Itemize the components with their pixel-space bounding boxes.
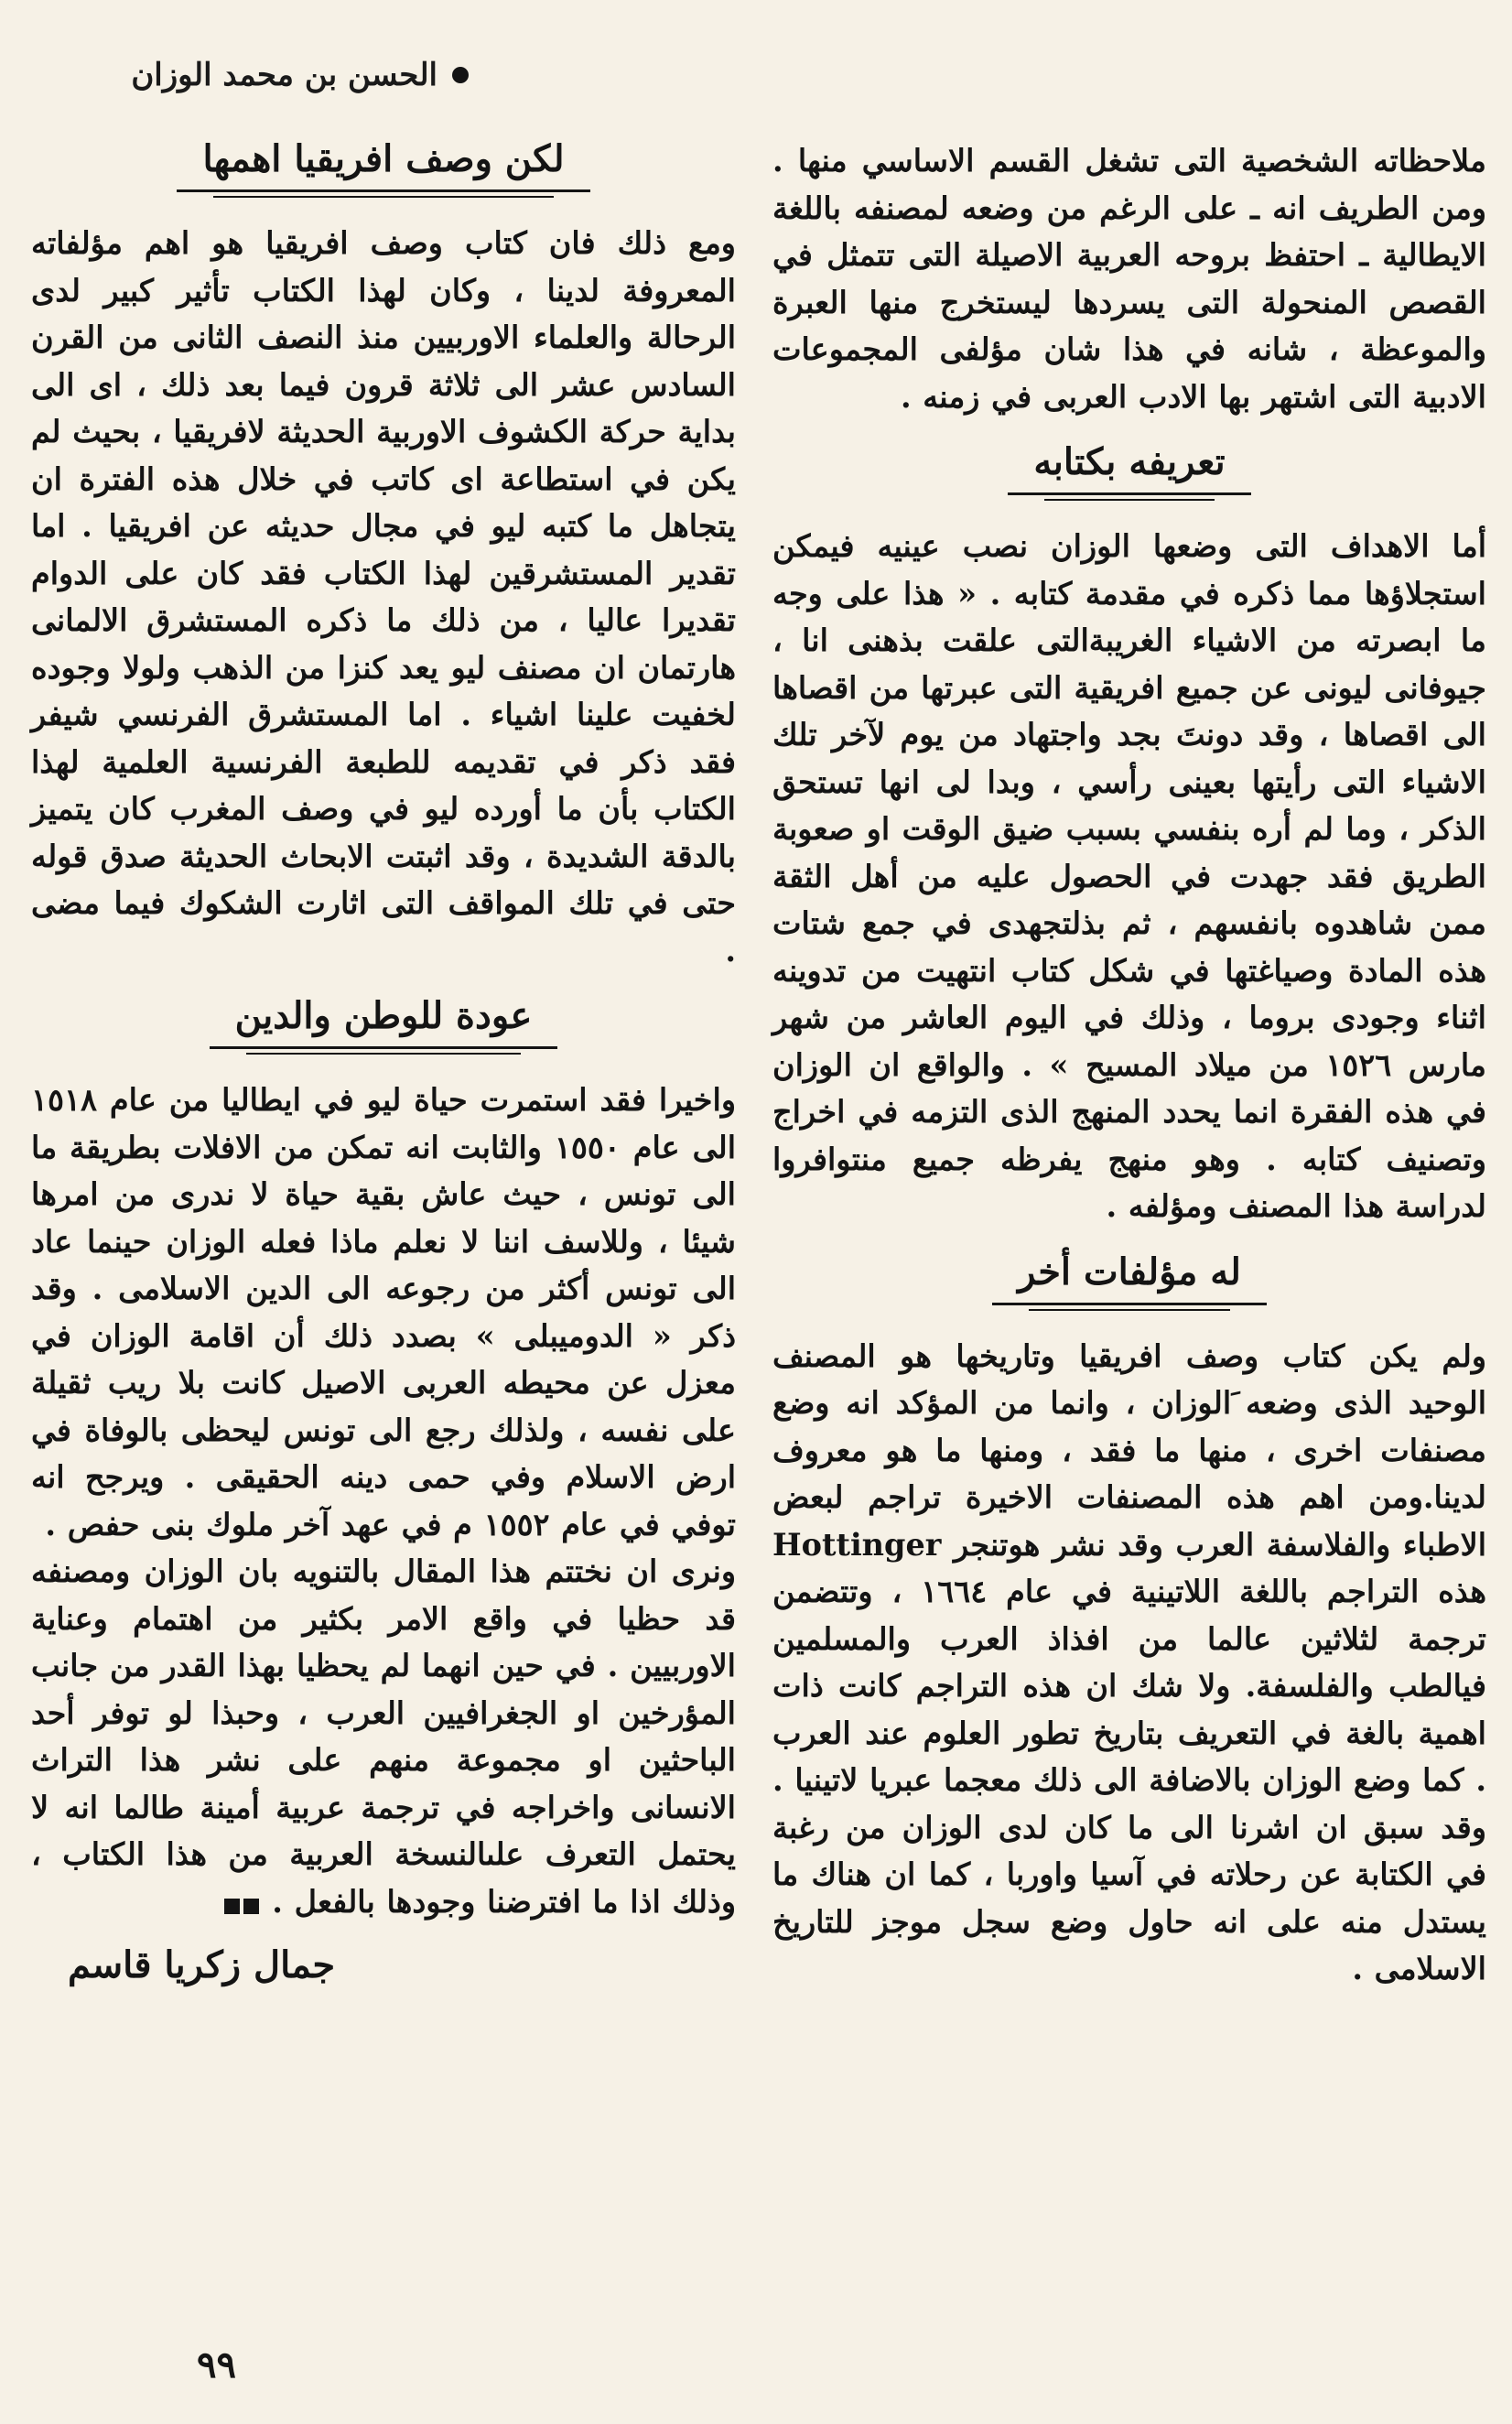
section-heading: [772, 440, 1486, 495]
heading-text: تعريفه بكتابه: [1008, 440, 1250, 495]
conclusion-text: ونرى ان نختتم هذا المقال بالتنويه بان الوزان ومصنفه قد حظيا في واقع الامر بكثير من اهتمام وعناية الاوربيين . في حين انهما لم يحظيا بهذا القدر من جانب المؤرخين او الجغرافيين العرب ، وحبذا لو توفر أحد الباحثين او مجموعة منهم على نشر هذا التراث الانسانى واخراجه في ترجمة عربية أمينة طالما انه لا يحتمل التعرف علىالنسخة العربية من هذا الكتاب ، وذلك اذا ما افترضنا وجودها بالفعل .: [31, 1553, 736, 1920]
running-header-text: الحسن بن محمد الوزان: [131, 57, 437, 93]
right-column: [772, 137, 1486, 1993]
section-heading: [31, 994, 736, 1049]
page-number: ٩٩: [197, 2343, 236, 2386]
section-heading: [31, 137, 736, 192]
end-of-article-icon: [222, 1880, 261, 1928]
body-paragraph: واخيرا فقد استمرت حياة ليو في ايطاليا من عام ١٥١٨ الى عام ١٥٥٠ والثابت انه تمكن من الافلات بطريقة ما الى تونس ، حيث عاش بقية حياة لا ندرى من امرها شيئا ، وللاسف اننا لا نعلم ماذا فعله الوزان حينما عاد الى تونس أكثر من رجوعه الى الدين الاسلامى . وقد ذكر « الدوميبلى » بصدد ذلك أن اقامة الوزان في معزل عن محيطه العربى الاصيل كانت بلا ريب ثقيلة على نفسه ، ولذلك رجع الى تونس ليحظى بالوفاة في ارض الاسلام وفي حمى دينه الحقيقى . ويرجح انه توفي في عام ١٥٥٢ م في عهد آخر ملوك بنى حفص .: [31, 1082, 737, 1542]
running-header: [84, 57, 469, 93]
left-column: [31, 137, 736, 1986]
heading-text: عودة للوطن والدين: [210, 994, 558, 1049]
body-paragraph: ولم يكن كتاب وصف افريقيا وتاريخها هو المصنف الوحيد الذى وضعه َالوزان ، وانما من المؤكد انه وضع مصنفات اخرى ، منها ما فقد ، ومنها ما هو معروف لدينا.ومن اهم هذه المصنفات الاخيرة تراجم لبعض الاطباء والفلاسفة العرب وقد نشر هوتنجر Hottinger هذه التراجم باللغة اللاتينية في عام ١٦٦٤ ، وتتضمن ترجمة لثلاثين عالما من افذاذ العرب والمسلمين فيالطب والفلسفة. ولا شك ان هذه التراجم كانت ذات اهمية بالغة في التعريف بتاريخ تطور العلوم عند العرب . كما وضع الوزان بالاضافة الى ذلك معجما عبريا لاتينيا . وقد سبق ان اشرنا الى ما كان لدى الوزان من رغبة في الكتابة عن رحلاته في آسيا واوربا ، كما ان هناك ما يستدل منه على انه حاول وضع سجل موجز للتاريخ الاسلامى .: [772, 1337, 1486, 1986]
bullet-icon: [452, 67, 469, 83]
body-paragraph: أما الاهداف التى وضعها الوزان نصب عينيه فيمكن استجلاؤها مما ذكره في مقدمة كتابه . « هذا على وجه ما ابصرته من الاشياء الغريبةالتى علقت بذهنى انا ، جيوفانى ليونى عن جميع افريقية التى عبرتها من اقصاها الى اقصاها ، وقد دونتَ بجد واجتهاد من يوم لآخر تلك الاشياء التى رأيتها بعينى رأسي ، وبدا لى انها تستحق الذكر ، وما لم أره بنفسي بسبب ضيق الوقت او صعوبة الطريق فقد جهدت في الحصول عليه من أهل الثقة ممن شاهدوه بانفسهم ، ثم بذلتجهدى في جمع شتات هذه المادة وصياغتها في شكل كتاب انتهيت من تدوينه اثناء وجودى بروما ، وذلك في اليوم العاشر من شهر مارس ١٥٢٦ من ميلاد المسيح » . والواقع ان الوزان في هذه الفقرة انما يحدد المنهج الذى التزمه في اخراج وتصنيف كتابه . وهو منهج يفرظه جميع منتوافروا لدراسة هذا المصنف ومؤلفه .: [772, 528, 1486, 1224]
body-paragraph: ومع ذلك فان كتاب وصف افريقيا هو اهم مؤلفاته المعروفة لدينا ، وكان لهذا الكتاب تأثير كبير لدى الرحالة والعلماء الاوربيين منذ النصف الثانى من القرن السادس عشر الى ثلاثة قرون فيما بعد ذلك ، اى الى بداية حركة الكشوف الاوربية الحديثة لافريقيا ، بحيث لم يكن في استطاعة اى كاتب في خلال هذه الفترة ان يتجاهل ما كتبه ليو في مجال حديثه عن افريقيا . اما تقدير المستشرقين لهذا الكتاب فقد كان على الدوام تقديرا عاليا ، من ذلك ما ذكره المستشرق الالمانى هارتمان ان مصنف ليو يعد كنزا من الذهب ولولا وجوده لخفيت علينا اشياء . اما المستشرق الفرنسي شيفر فقد ذكر في تقديمه للطبعة الفرنسية العلمية لهذا الكتاب بأن ما أورده ليو في وصف المغرب كان يتميز بالدقة الشديدة ، وقد اثبتت الابحاث الحديثة صدق قوله حتى في تلك المواقف التى اثارت الشكوك فيما مضى .: [31, 225, 736, 969]
section-heading: [772, 1250, 1486, 1305]
conclusion-paragraph: [31, 1548, 736, 1927]
heading-text: له مؤلفات أخر: [992, 1250, 1267, 1305]
heading-text: لكن وصف افريقيا اهمها: [177, 137, 589, 192]
intro-paragraph: ملاحظاته الشخصية التى تشغل القسم الاساسي منها . ومن الطريف انه ـ على الرغم من وضعه لمصنفه باللغة الايطالية ـ احتفظ بروحه العربية الاصيلة التى تتمثل في القصص المنحولة التى يسردها ليستخرج منها العبرة والموعظة ، شانه في هذا شان مؤلفى المجموعات الادبية التى اشتهر بها الادب العربى في زمنه .: [772, 143, 1486, 415]
author-signature: جمال زكريا قاسم: [68, 1943, 336, 1987]
